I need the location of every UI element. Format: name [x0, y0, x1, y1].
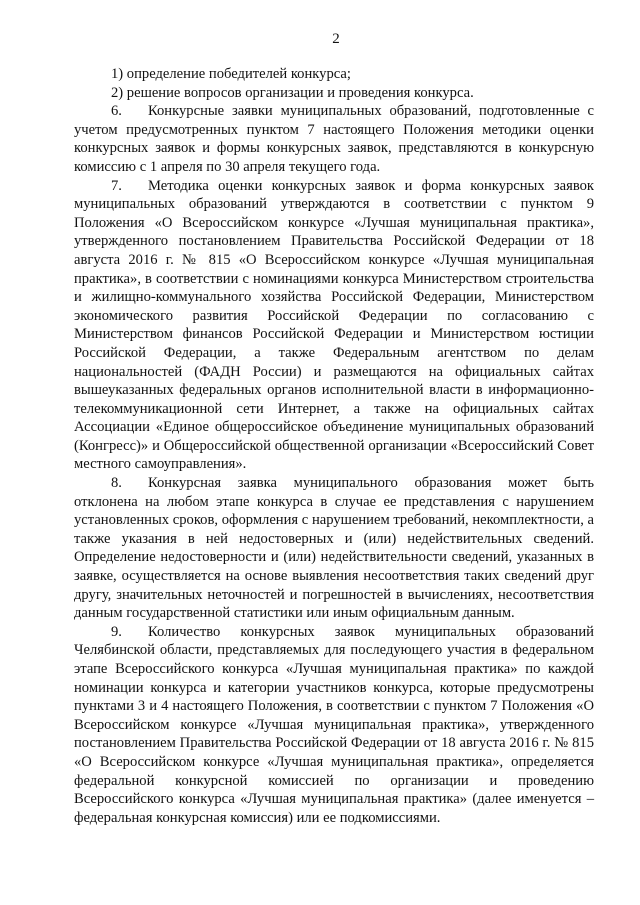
paragraph-text: Конкурсные заявки муниципальных образований, подготовленные с учетом предусмотренных пунктом 7 настоящего Положения методики оценки конкурсных заявок и формы конкурсных заявок, представляются в конкурсную комиссию с 1 апреля по 30 апреля текущего года. — [74, 103, 594, 175]
paragraph-number: 8. — [111, 475, 122, 492]
paragraph-text: Конкурсная заявка муниципального образования может быть отклонена на любом этапе конкурса в случае ее представления с нарушением установленных сроков, оформления с нарушением требований, некомплектности, а также указания в ней недостоверных и (или) недействительных сведений. Определение недостоверности и (или) недействительности сведений, указанных в заявке, осуществляется на основе выявления несоответствия таких сведений друг другу, значительных неточностей и погрешностей в вычислениях, несоответствия данным государственной статистики или иным официальным данным. — [74, 475, 594, 622]
paragraph-text: Методика оценки конкурсных заявок и форма конкурсных заявок муниципальных образований утверждаются в соответствии с пунктом 9 Положения «О Всероссийском конкурсе «Лучшая муниципальная практика», утвержденного постановлением Правительства Российской Федерации от 18 августа 2016 г. № 815 «О Всероссийском конкурсе «Лучшая муниципальная практика», в соответствии с номинациями конкурса Министерством строительства и жилищно-коммунального хозяйства Российской Федерации, Министерством экономического развития Российской Федерации по согласованию с Министерством финансов Российской Федерации и Министерством юстиции Российской Федерации, а также Федеральным агентством по делам национальностей (ФАДН России) и размещаются на официальных сайтах вышеуказанных федеральных органов исполнительной власти в информационно-телекоммуникационной сети Интернет, а также на официальных сайтах Ассоциации «Единое общероссийское объединение муниципальных образований (Конгресс)» и Общероссийской общественной организации «Всероссийский Совет местного самоуправления». — [74, 177, 594, 473]
document-page — [74, 30, 594, 827]
paragraph-9 — [74, 623, 594, 828]
paragraph-number: 7. — [111, 177, 122, 194]
paragraph-text: Количество конкурсных заявок муниципальных образований Челябинской области, представляемых для последующего участия в федеральном этапе Всероссийского конкурса «Лучшая муниципальная практика» по каждой номинации конкурса и категории участников конкурса, которые предусмотрены пунктами 3 и 4 настоящего Положения, в соответствии с пунктом 7 Положения «О Всероссийском конкурсе «Лучшая муниципальная практика», утвержденного постановлением Правительства Российской Федерации от 18 августа 2016 г. № 815 «О Всероссийском конкурсе «Лучшая муниципальная практика», определяется федеральной конкурсной комиссией по организации и проведению Всероссийского конкурса «Лучшая муниципальная практика» (далее именуется – федеральная конкурсная комиссия) или ее подкомиссиями. — [74, 623, 594, 826]
page-number: 2 — [332, 31, 340, 47]
paragraph-8 — [74, 474, 594, 623]
paragraph-number: 6. — [111, 103, 122, 120]
paragraph-number: 9. — [111, 623, 122, 640]
paragraph-6 — [74, 102, 594, 176]
list-item-organization: 2) решение вопросов организации и проведения конкурса. — [111, 84, 474, 101]
list-item-winners: 1) определение победителей конкурса; — [111, 66, 351, 82]
paragraph-7 — [74, 177, 594, 475]
